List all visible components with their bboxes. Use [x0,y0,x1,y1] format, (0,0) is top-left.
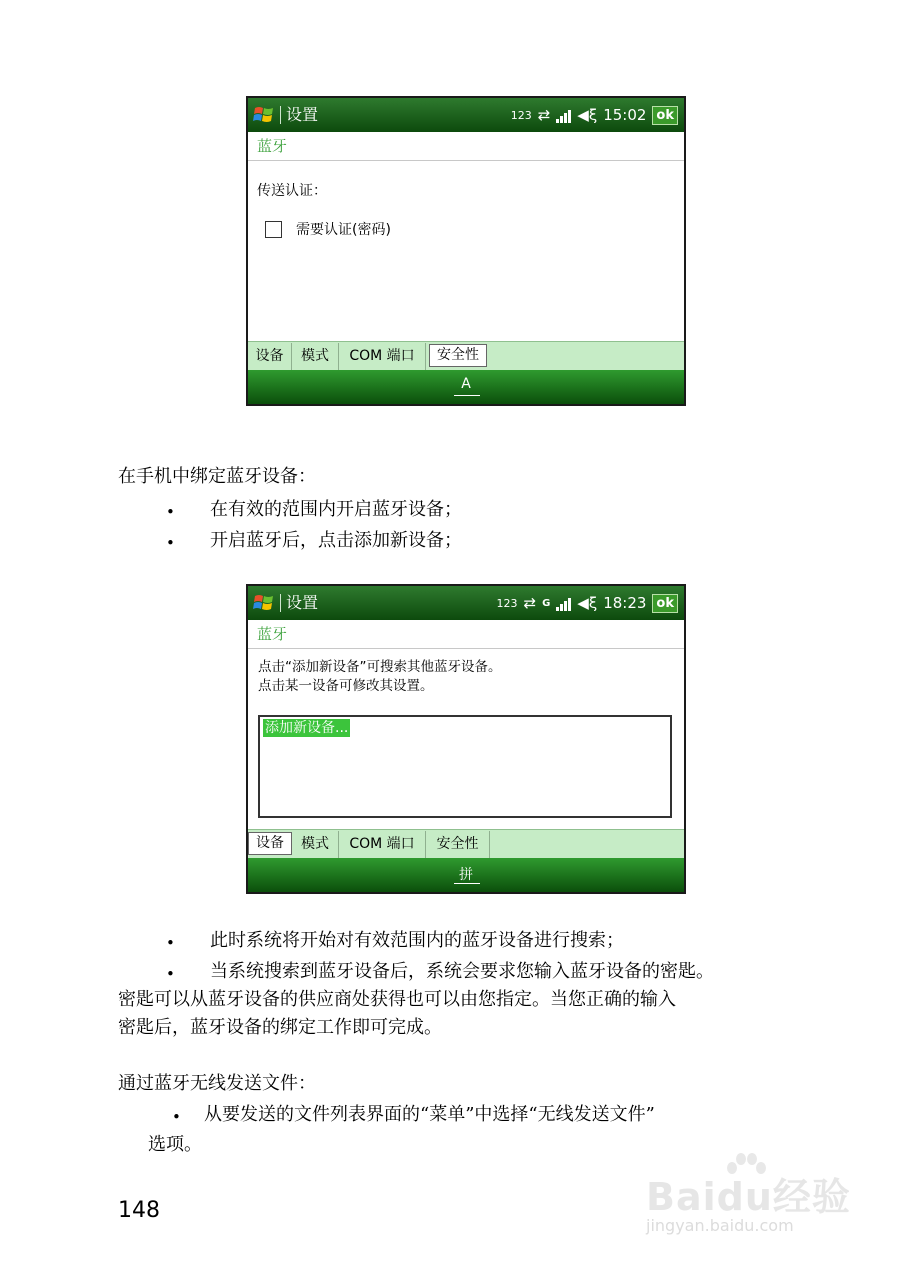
tab-mode[interactable]: 模式 [292,831,339,858]
signal-icon [556,107,571,123]
bullet-text: 当系统搜索到蓝牙设备后，系统会要求您输入蓝牙设备的密匙。 [210,961,714,982]
bullet-marker: • [166,534,175,552]
bullet-marker: • [166,965,175,983]
watermark-url: jingyan.baidu.com [646,1216,794,1235]
add-new-device-item[interactable]: 添加新设备... [265,720,349,736]
app-title: 设置 [286,593,319,612]
bullet-marker: • [172,1108,181,1126]
input-mode-indicator: 123 [496,596,518,610]
bullet-text: 此时系统将开始对有效范围内的蓝牙设备进行搜索； [210,930,624,951]
sync-icon: ⇄ [523,594,537,612]
page-subheader: 蓝牙 [248,620,684,649]
bullet-marker: • [166,934,175,952]
app-title: 设置 [286,105,319,124]
input-panel-underline [454,883,480,884]
page-number: 148 [118,1198,160,1223]
body-text: 密匙后，蓝牙设备的绑定工作即可完成。 [118,1017,442,1038]
tab-bar [248,829,684,859]
tab-com-port[interactable]: COM 端口 [339,343,426,370]
title-bar [248,98,684,132]
title-bar [248,586,684,620]
bullet-text: 选项。 [148,1134,202,1155]
input-panel-underline [454,395,480,396]
clock: 15:02 [603,106,647,124]
content-area [248,161,684,341]
signal-icon [556,595,571,611]
bluetooth-security-screenshot [246,96,686,406]
device-list[interactable] [258,715,672,818]
watermark-brand: Baidu经验 [646,1175,851,1219]
input-panel-button[interactable]: 拼 [459,867,473,883]
tab-com-port[interactable]: COM 端口 [339,831,426,858]
bluetooth-devices-screenshot [246,584,686,894]
baidu-watermark [640,1152,890,1252]
sync-icon: ⇄ [537,106,551,124]
ok-button[interactable]: ok [652,106,678,125]
body-text: 密匙可以从蓝牙设备的供应商处获得也可以由您指定。当您正确的输入 [118,989,676,1010]
input-mode-indicator: 123 [510,108,532,122]
input-panel-button[interactable]: A [461,376,471,392]
clock: 18:23 [603,594,647,612]
gprs-indicator: G [542,597,551,609]
bullet-text: 从要发送的文件列表界面的“菜单”中选择“无线发送文件” [204,1104,655,1125]
require-auth-checkbox[interactable] [265,221,282,238]
section-heading-pair: 在手机中绑定蓝牙设备： [118,466,316,487]
windows-start-icon[interactable] [253,104,275,126]
tab-security[interactable]: 安全性 [429,344,487,367]
hint-text: 点击“添加新设备”可搜索其他蓝牙设备。 [258,659,502,675]
volume-icon[interactable]: ◀ξ [577,594,598,612]
tab-mode[interactable]: 模式 [292,343,339,370]
tab-devices[interactable]: 设备 [248,832,292,855]
tab-security[interactable]: 安全性 [426,831,490,858]
require-auth-label[interactable]: 需要认证(密码) [296,222,391,238]
bullet-text: 在有效的范围内开启蓝牙设备； [210,499,462,520]
hint-text: 点击某一设备可修改其设置。 [258,678,434,694]
ok-button[interactable]: ok [652,594,678,613]
status-area [496,592,678,614]
section-heading-send: 通过蓝牙无线发送文件： [118,1073,316,1094]
page-subheader: 蓝牙 [248,132,684,161]
tab-devices[interactable]: 设备 [248,343,292,370]
content-area [248,649,684,829]
softkey-bar [248,858,684,892]
softkey-bar [248,370,684,404]
windows-start-icon[interactable] [253,592,275,614]
tab-bar [248,341,684,371]
transfer-auth-label: 传送认证： [257,183,327,199]
title-divider [280,594,281,612]
bullet-text: 开启蓝牙后，点击添加新设备； [210,530,462,551]
title-divider [280,106,281,124]
bullet-marker: • [166,503,175,521]
volume-icon[interactable]: ◀ξ [577,106,598,124]
status-area [511,104,678,126]
